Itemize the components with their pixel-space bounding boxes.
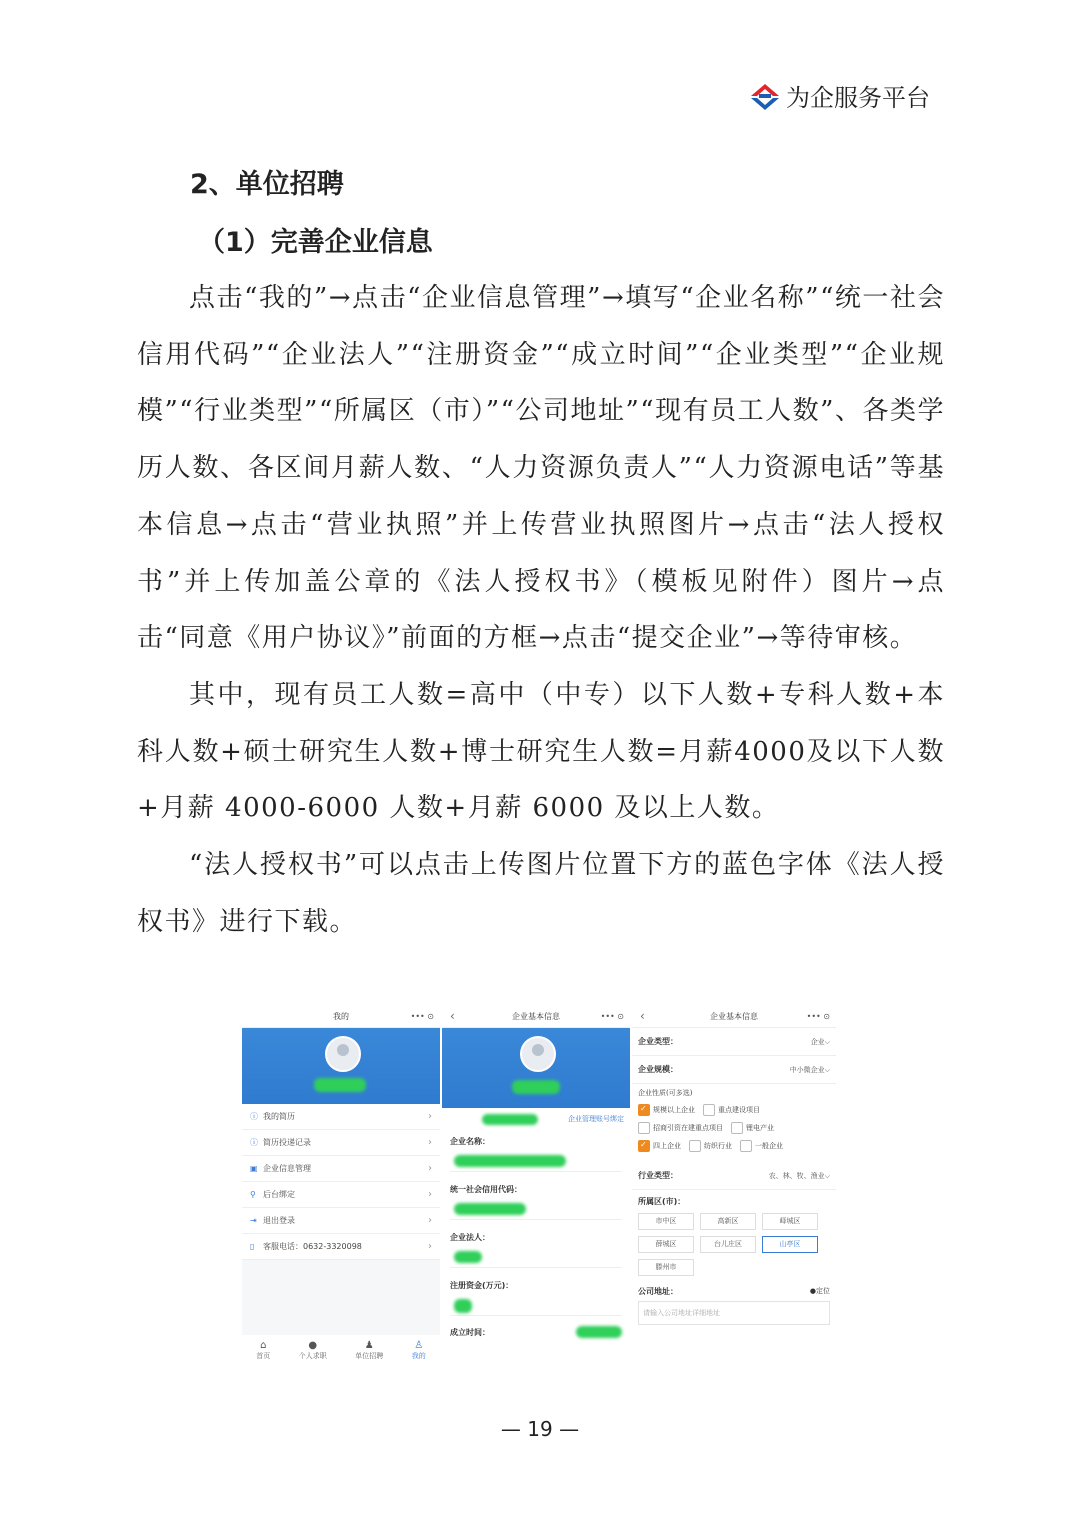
brand-name: 为企服务平台 (786, 84, 930, 112)
chevron-down-icon: ⌵ (824, 1065, 830, 1074)
paragraph-2: 其中，现有员工人数=高中（中专）以下人数+专科人数+本科人数+硕士研究生人数+博士研究生人数=月薪4000及以下人数+月薪 4000-6000 人数+月薪 6000 及以上人数。 (137, 679, 945, 824)
back-icon[interactable]: ‹ (640, 1009, 645, 1023)
brand-header (748, 78, 930, 113)
district-option[interactable]: 滕州市 (638, 1259, 694, 1276)
user-icon: ♙ (414, 1339, 424, 1351)
recruit-icon: ♟ (364, 1339, 374, 1351)
district-option[interactable]: 台儿庄区 (700, 1236, 756, 1253)
founding-date-row[interactable] (442, 1322, 630, 1342)
district-option[interactable]: 市中区 (638, 1213, 694, 1230)
tab-label: 个人求职 (298, 1351, 327, 1360)
check-row (638, 1122, 830, 1134)
district-option[interactable]: 峄城区 (762, 1213, 818, 1230)
checkbox-label: 一般企业 (755, 1142, 783, 1150)
chevron-right-icon: › (428, 1215, 432, 1226)
company-scale-select[interactable] (632, 1056, 836, 1084)
tab-home[interactable] (256, 1340, 270, 1361)
checkbox[interactable] (638, 1140, 650, 1152)
tab-bar (242, 1335, 440, 1365)
topbar (442, 1005, 630, 1028)
check-row (638, 1140, 830, 1152)
redacted-name (314, 1078, 366, 1092)
company-type-select[interactable] (632, 1028, 836, 1056)
checkbox-label: 纺织行业 (704, 1142, 732, 1150)
logout-icon: ⇥ (250, 1216, 257, 1225)
field-label: 企业规模： (638, 1065, 678, 1074)
checkbox[interactable] (703, 1104, 715, 1116)
chevron-right-icon: › (428, 1189, 432, 1200)
menu-item-phone[interactable] (242, 1234, 440, 1260)
job-icon: ● (308, 1339, 318, 1351)
checkbox-label: 四上企业 (653, 1142, 681, 1150)
chevron-right-icon: › (428, 1241, 432, 1252)
check-row (638, 1104, 830, 1116)
select-value: 中小微企业 (789, 1065, 825, 1074)
redacted-value (482, 1114, 538, 1125)
page-number: — 19 — (500, 1417, 580, 1441)
field-label: 统一社会信用代码： (450, 1185, 522, 1194)
checkbox-item[interactable] (638, 1104, 695, 1116)
field-label: 行业类型： (638, 1171, 678, 1180)
address-row (632, 1280, 836, 1297)
field-label: 注册资金(万元)： (450, 1281, 514, 1290)
phone-screen-my (242, 1005, 440, 1365)
tab-my[interactable] (412, 1340, 426, 1361)
checkbox-item[interactable] (731, 1122, 774, 1134)
back-icon[interactable]: ‹ (450, 1009, 455, 1023)
profile-banner (242, 1028, 440, 1104)
district-option-selected[interactable]: 山亭区 (762, 1236, 818, 1253)
company-name-field[interactable] (450, 1151, 622, 1172)
locate-button[interactable] (810, 1286, 830, 1297)
chevron-right-icon: › (428, 1163, 432, 1174)
tab-recruit[interactable] (355, 1340, 383, 1361)
section-heading: 2、单位招聘 (190, 169, 344, 200)
menu-item-logout[interactable] (242, 1208, 440, 1234)
menu-item-records[interactable] (242, 1130, 440, 1156)
checkbox-item[interactable] (638, 1122, 723, 1134)
company-icon: ▣ (250, 1164, 258, 1173)
locate-label: 定位 (816, 1287, 830, 1295)
menu-label: 退出登录 (263, 1216, 295, 1225)
resume-icon: ⓘ (250, 1112, 258, 1121)
chevron-right-icon: › (428, 1111, 432, 1122)
company-avatar[interactable] (520, 1036, 556, 1072)
menu-label: 简历投递记录 (263, 1138, 311, 1147)
chevron-right-icon: › (428, 1137, 432, 1148)
address-input[interactable]: 请输入公司地址详细地址 (638, 1301, 830, 1325)
phone-screen-company-details (632, 1005, 836, 1365)
platform-logo-icon (748, 79, 782, 113)
checkbox[interactable] (638, 1122, 650, 1134)
logo-banner (442, 1028, 630, 1108)
checkbox-label: 招商引资在建重点项目 (653, 1124, 723, 1132)
topbar (632, 1005, 836, 1028)
district-option[interactable]: 薛城区 (638, 1236, 694, 1253)
subsection-heading: （1）完善企业信息 (198, 227, 433, 258)
field-label: 所属区(市)： (638, 1197, 686, 1206)
bind-row (442, 1108, 630, 1130)
menu-label: 我的简历 (263, 1112, 295, 1121)
menu-item-bind[interactable] (242, 1182, 440, 1208)
field-label: 成立时间： (450, 1327, 490, 1337)
paragraph-1: 点击“我的”→点击“企业信息管理”→填写“企业名称”“统一社会信用代码”“企业法人”“注册资金”“成立时间”“企业类型”“企业规模”“行业类型”“所属区（市）”“公司地址”“现有员工人数”、各类学历人数、各区间月薪人数、“人力资源负责人”“人力资源电话”等基本信息→点击“营业执照”并上传营业执照图片→点击“法人授权书”并上传加盖公章的《法人授权书》（模板见附件）图片→点击“同意《用户协议》”前面的方框→点击“提交企业”→等待审核。 (137, 283, 945, 654)
body-text (137, 270, 945, 950)
company-nature-checks (632, 1084, 836, 1162)
industry-select[interactable] (632, 1162, 836, 1190)
capital-field[interactable] (450, 1295, 622, 1316)
screen-title: 我的 (333, 1011, 349, 1021)
screen-title: 企业基本信息 (512, 1011, 560, 1021)
checkbox[interactable] (740, 1140, 752, 1152)
app-screenshots (242, 1005, 836, 1365)
redacted-value (576, 1326, 622, 1338)
topbar (242, 1005, 440, 1028)
field-label: 企业性质(可多选) (638, 1089, 693, 1097)
checkbox-item[interactable] (703, 1104, 760, 1116)
chevron-down-icon: ⌵ (824, 1037, 830, 1046)
checkbox-item[interactable] (638, 1140, 681, 1152)
capsule-buttons[interactable]: ••• ⊙ (806, 1011, 830, 1021)
bind-link[interactable]: 企业管理账号绑定 (568, 1115, 624, 1123)
home-icon: ⌂ (260, 1339, 267, 1351)
redacted-value (454, 1251, 482, 1263)
checkbox[interactable] (731, 1122, 743, 1134)
district-options (632, 1209, 836, 1280)
screen-title: 企业基本信息 (710, 1011, 758, 1021)
location-pin-icon: ● (809, 1287, 816, 1295)
chevron-down-icon: ⌵ (824, 1171, 830, 1180)
field-label: 企业法人： (450, 1233, 490, 1242)
tab-job[interactable] (299, 1340, 327, 1361)
menu-item-company[interactable] (242, 1156, 440, 1182)
tab-label: 我的 (411, 1351, 426, 1360)
menu-item-resume[interactable] (242, 1104, 440, 1130)
field-label: 公司地址： (638, 1287, 678, 1296)
phone-icon: ▯ (250, 1242, 255, 1251)
select-value: 农、林、牧、渔业 (768, 1171, 825, 1180)
checkbox-label: 锂电产业 (746, 1124, 774, 1132)
redacted-value (454, 1203, 526, 1215)
credit-code-field[interactable] (450, 1199, 622, 1220)
tab-label: 首页 (256, 1351, 271, 1360)
field-label: 企业类型： (638, 1037, 678, 1046)
menu-label: 后台绑定 (263, 1190, 295, 1199)
field-label: 企业名称： (450, 1137, 490, 1146)
checkbox[interactable] (689, 1140, 701, 1152)
avatar[interactable] (325, 1036, 361, 1072)
record-icon: ⓘ (250, 1138, 258, 1147)
checkbox-label: 规模以上企业 (653, 1106, 695, 1114)
bind-icon: ⚲ (250, 1190, 256, 1199)
tab-label: 单位招聘 (355, 1351, 384, 1360)
select-value: 企业 (810, 1037, 825, 1046)
redacted-value (454, 1299, 472, 1313)
menu-label: 客服电话：0632-3320098 (263, 1242, 362, 1251)
district-option[interactable]: 高新区 (700, 1213, 756, 1230)
checkbox-item[interactable] (689, 1140, 732, 1152)
capsule-buttons[interactable]: ••• ⊙ (600, 1011, 624, 1021)
redacted-name (512, 1080, 560, 1094)
redacted-value (454, 1155, 566, 1167)
checkbox-label: 重点建设项目 (718, 1106, 760, 1114)
phone-screen-company-info (442, 1005, 630, 1365)
capsule-buttons[interactable]: ••• ⊙ (410, 1011, 434, 1021)
menu-label: 企业信息管理 (263, 1164, 311, 1173)
legal-person-field[interactable] (450, 1247, 622, 1268)
checkbox-item[interactable] (740, 1140, 783, 1152)
paragraph-3: “法人授权书”可以点击上传图片位置下方的蓝色字体《法人授权书》进行下载。 (137, 850, 945, 937)
checkbox[interactable] (638, 1104, 650, 1116)
